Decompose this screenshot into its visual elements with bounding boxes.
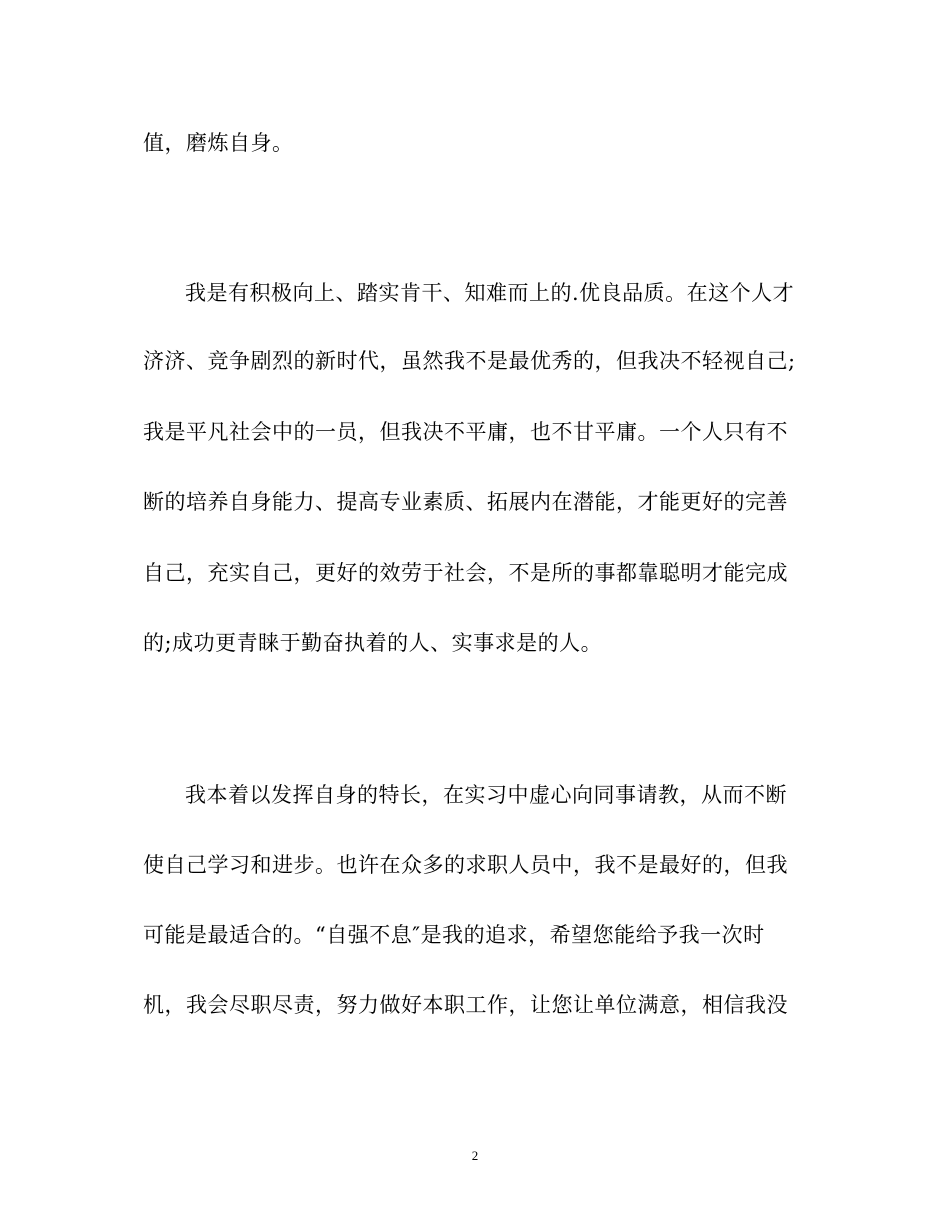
- text-line: 我本着以发挥自身的特长，在实习中虚心向同事请教，从而不断: [185, 783, 787, 807]
- text-line: 断的培养自身能力、提高专业素质、拓展内在潜能，才能更好的完善: [143, 490, 788, 514]
- text-line: 机，我会尽职尽责，努力做好本职工作，让您让单位满意，相信我没: [143, 993, 788, 1017]
- text-line: 我是有积极向上、踏实肯干、知难而上的.优良品质。在这个人才: [185, 281, 795, 305]
- text-line: 自己，充实自己，更好的效劳于社会，不是所的事都靠聪明才能完成: [143, 561, 788, 585]
- text-line: 可能是最适合的。“自强不息″是我的追求，希望您能给予我一次时: [143, 923, 765, 947]
- page-number: 2: [471, 1148, 479, 1163]
- text-line: 值，磨炼自身。: [143, 131, 294, 155]
- text-line: 的;成功更青睐于勤奋执着的人、实事求是的人。: [143, 631, 603, 655]
- text-line: 济济、竞争剧烈的新时代，虽然我不是最优秀的，但我决不轻视自己;: [143, 349, 796, 373]
- text-line: 我是平凡社会中的一员，但我决不平庸，也不甘平庸。一个人只有不: [143, 420, 788, 444]
- text-line: 使自己学习和进步。也许在众多的求职人员中，我不是最好的，但我: [143, 853, 788, 877]
